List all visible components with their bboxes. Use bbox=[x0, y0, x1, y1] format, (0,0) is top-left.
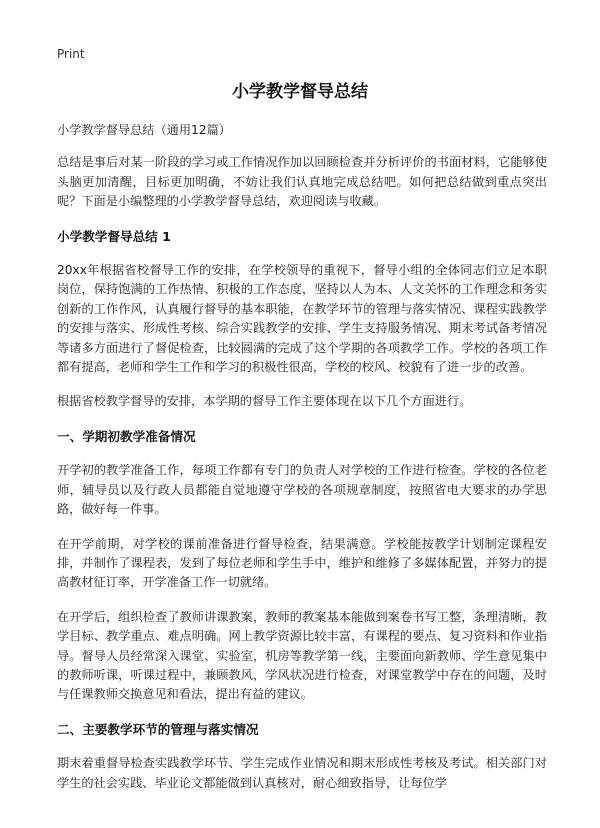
print-link[interactable]: Print bbox=[57, 47, 85, 61]
paragraph: 期末着重督导检查实践教学环节、学生完成作业情况和期末形成性考核及考试。相关部门对学生的社会实践、毕业论文都能做到认真核对，耐心细致指导，让每位学 bbox=[57, 756, 547, 790]
section-heading-summary-1: 小学教学督导总结 1 bbox=[57, 228, 171, 244]
document-body bbox=[57, 121, 547, 808]
paragraph: 在开学前期，对学校的课前准备进行督导检查，结果满意。学校能按教学计划制定课程安排，并制作了课程表，发到了每位老师和学生手中，维护和维修了多媒体配置，并努力的提高教材征订率，开学准备工作一切就绪。 bbox=[57, 536, 547, 590]
section-heading-semester-prep: 一、学期初教学准备情况 bbox=[57, 428, 196, 444]
document-subtitle: 小学教学督导总结（通用12篇） bbox=[57, 123, 231, 137]
paragraph: 20xx年根据省校督导工作的安排，在学校领导的重视下，督导小组的全体同志们立足本职岗位，保持饱满的工作热情、积极的工作态度，坚持以人为本、人文关怀的工作理念和务实创新的工作作风，认真履行督导的基本职能，在教学环节的管理与落实情况、课程实践教学的安排与落实、形成性考核、综合实践教学的安排、学生支持服务情况、期末考试备考情况等诸多方面进行了督促检查，比较圆满的完成了这个学期的各项教学工作。学校的各项工作都有提高，老师和学生工作和学习的积极性很高，学校的校风、校貌有了进一步的改善。 bbox=[57, 263, 547, 375]
intro-paragraph: 总结是事后对某一阶段的学习或工作情况作加以回顾检查并分析评价的书面材料，它能够使头脑更加清醒，目标更加明确，不妨让我们认真地完成总结吧。如何把总结做到重点突出呢？下面是小编整理的小学教学督导总结，欢迎阅读与收藏。 bbox=[57, 155, 547, 209]
paragraph: 在开学后，组织检查了教师讲课教案，教师的教案基本能做到案卷书写工整，条理清晰，教学目标、教学重点、难点明确。网上教学资源比较丰富，有课程的要点、复习资料和作业指导。督导人员经常深入课堂、实验室，机房等教学第一线，主要面向新教师、学生意见集中的教师听课，听课过程中，兼顾教风，学风状况进行检查，对课堂教学中存在的问题，及时与任课教师交换意见和看法，提出有益的建议。 bbox=[57, 609, 547, 702]
document-title: 小学教学督导总结 bbox=[232, 82, 368, 102]
paragraph: 开学初的教学准备工作，每项工作都有专门的负责人对学校的工作进行检查。学校的各位老师，辅导员以及行政人员都能自觉地遵守学校的各项规章制度，按照省电大要求的办学思路，做好每一件事。 bbox=[57, 463, 547, 517]
paragraph: 根据省校教学督导的安排，本学期的督导工作主要体现在以下几个方面进行。 bbox=[57, 394, 472, 409]
section-heading-teaching-management: 二、主要教学环节的管理与落实情况 bbox=[57, 721, 259, 737]
